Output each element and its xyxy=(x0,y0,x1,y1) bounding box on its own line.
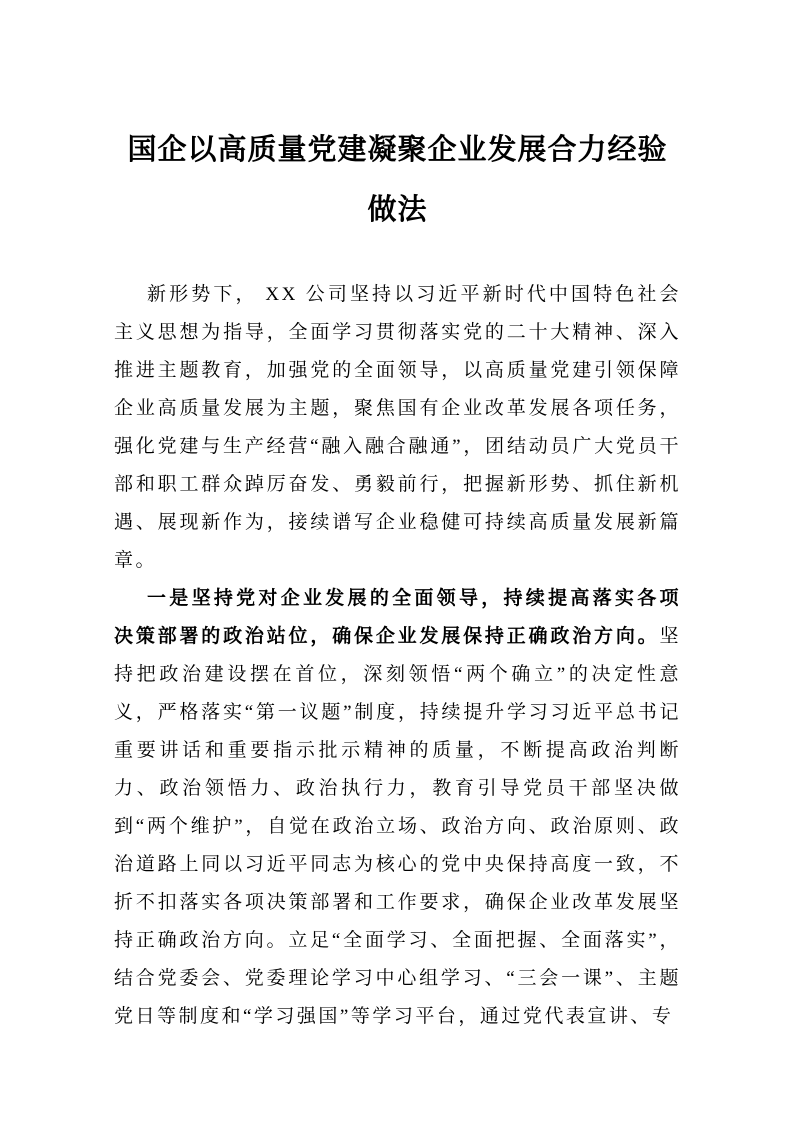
document-title: 国企以高质量党建凝聚企业发展合力经验做法 xyxy=(127,134,668,226)
paragraph-intro-text: 新形势下， XX 公司坚持以习近平新时代中国特色社会主义思想为指导，全面学习贯彻落实党的二十大精神、深入推进主题教育，加强党的全面领导，以高质量党建引领保障企业高质量发展为主题，聚焦国有企业改革发展各项任务，强化党建与生产经营“融入融合融通”，团结动员广大党员干部和职工群众踔厉奋发、勇毅前行，把握新形势、抓住新机遇、展现新作为，接续谱写企业稳健可持续高质量发展新篇章。 xyxy=(114,284,681,571)
paragraph-point-one-text: 坚持把政治建设摆在首位，深刻领悟“两个确立”的决定性意义，严格落实“第一议题”制度，持续提升学习习近平总书记重要讲话和重要指示批示精神的质量，不断提高政治判断力、政治领悟力、政治执行力，教育引导党员干部坚决做到“两个维护”，自觉在政治立场、政治方向、政治原则、政治道路上同以习近平同志为核心的党中央保持高度一致，不折不扣落实各项决策部署和工作要求，确保企业改革发展坚持正确政治方向。立足“全面学习、全面把握、全面落实”，结合党委会、党委理论学习中心组学习、“三会一课”、主题党日等制度和“学习强国”等学习平台，通过党代表宣讲、专 xyxy=(114,626,681,1027)
paragraph-point-one-lead: 一是坚持党对企业发展的全面领导，持续提高落实各项决策部署的政治站位，确保企业发展保持正确政治方向。 xyxy=(114,588,681,647)
paragraph-intro xyxy=(114,276,681,580)
paragraph-point-one xyxy=(114,580,681,1036)
